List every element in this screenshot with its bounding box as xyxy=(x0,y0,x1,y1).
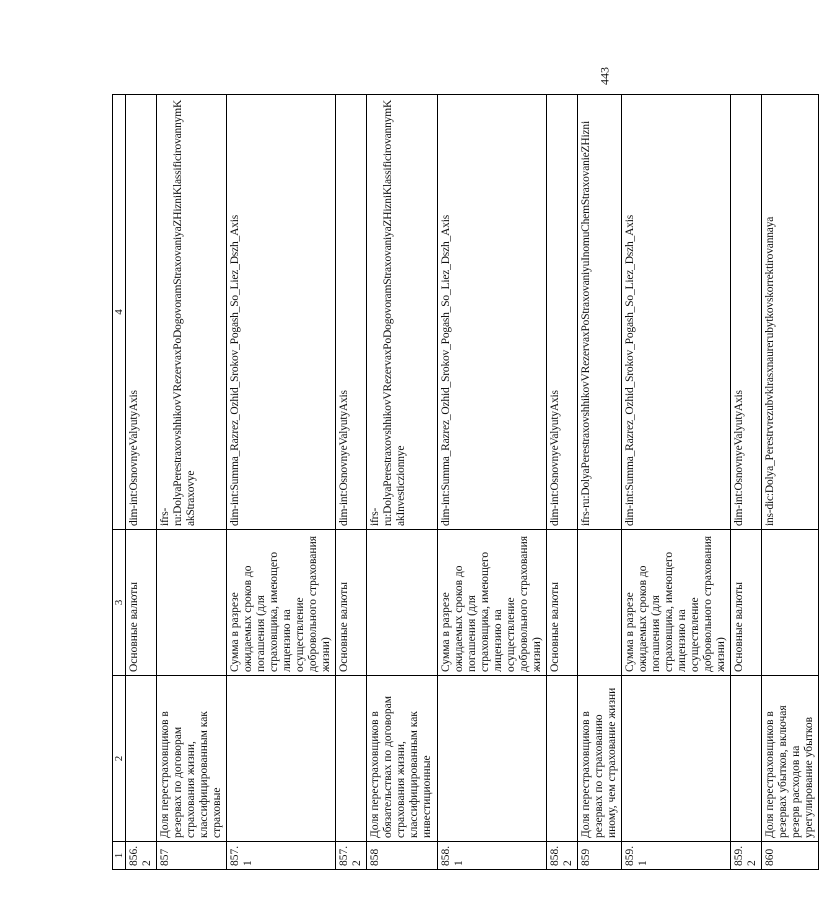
row-name: Доля перестраховщиков в резервах по договорам страхования жизни, классифицированным как страховые xyxy=(157,676,227,842)
row-code: dim-int:OsnovnyeValyutyAxis xyxy=(547,95,578,530)
header-row xyxy=(113,95,126,870)
row-code: dim-int:OsnovnyeValyutyAxis xyxy=(126,95,157,530)
row-code: ifrs-ru:DolyaPerestraxovshhikovVRezervaxPoDogovoramStraxovaniyaZHizniKlassificirovannymKakStraxovye xyxy=(157,95,227,530)
row-code: ifrs-ru:DolyaPerestraxovshhikovVRezervaxPoDogovoramStraxovaniyaZHizniKlassificirovannymKakInvesticzionnye xyxy=(367,95,438,530)
row-name xyxy=(622,676,731,842)
table-row xyxy=(157,95,227,870)
row-name xyxy=(547,676,578,842)
row-number: 858.2 xyxy=(547,842,578,870)
table-row xyxy=(578,95,622,870)
row-description: Сумма в разрезе ожидаемых сроков до погашения (для страховщика, имеющего лицензию на осуществление добровольного страхования жизни) xyxy=(622,530,731,676)
row-description: Сумма в разрезе ожидаемых сроков до погашения (для страховщика, имеющего лицензию на осуществление добровольного страхования жизни) xyxy=(438,530,547,676)
row-number: 859 xyxy=(578,842,622,870)
table-container xyxy=(112,95,815,870)
row-description: Основные валюты xyxy=(126,530,157,676)
row-description xyxy=(157,530,227,676)
row-number: 857.1 xyxy=(227,842,336,870)
row-name xyxy=(227,676,336,842)
row-description: Основные валюты xyxy=(547,530,578,676)
row-name xyxy=(336,676,367,842)
row-code: dim-int:OsnovnyeValyutyAxis xyxy=(336,95,367,530)
data-table xyxy=(112,94,819,870)
page-number xyxy=(590,56,620,96)
row-description: Основные валюты xyxy=(336,530,367,676)
row-description: Основные валюты xyxy=(730,530,761,676)
table-row xyxy=(438,95,547,870)
row-name xyxy=(126,676,157,842)
row-code: ins-dic:Dolya_Perestrvrezubvklrasxnaurегubytkovskorrektirovannaya xyxy=(761,95,818,530)
row-code: dim-int:Summa_Razrez_Ozhid_Srokov_Pogash_So_Liez_Dszh_Axis xyxy=(622,95,731,530)
table-row xyxy=(336,95,367,870)
row-name: Доля перестраховщиков в резервах убытков, включая резерв расходов на урегулирование убытков xyxy=(761,676,818,842)
header-col-1: 1 xyxy=(113,842,126,870)
row-code: ifrs-ru:DolyaPerestraxovshhikovVRezervaxPoStraxovaniyuInomuChemStraxovanieZHizni xyxy=(578,95,622,530)
row-number: 857 xyxy=(157,842,227,870)
row-name xyxy=(730,676,761,842)
table-row xyxy=(547,95,578,870)
page-number-text: 443 xyxy=(597,67,612,85)
header-col-4: 4 xyxy=(113,95,126,530)
header-col-2: 2 xyxy=(113,676,126,842)
table-row xyxy=(227,95,336,870)
row-name: Доля перестраховщиков в обязательствах по договорам страхования жизни, классифицированным как инвестиционные xyxy=(367,676,438,842)
table-row xyxy=(622,95,731,870)
row-description xyxy=(367,530,438,676)
row-description: Сумма в разрезе ожидаемых сроков до погашения (для страховщика, имеющего лицензию на осуществление добровольного страхования жизни) xyxy=(227,530,336,676)
row-number: 856.2 xyxy=(126,842,157,870)
row-code: dim-int:Summa_Razrez_Ozhid_Srokov_Pogash_So_Liez_Dszh_Axis xyxy=(227,95,336,530)
row-number: 857.2 xyxy=(336,842,367,870)
row-number: 858 xyxy=(367,842,438,870)
row-description xyxy=(578,530,622,676)
table-row xyxy=(730,95,761,870)
table-row xyxy=(761,95,818,870)
row-name xyxy=(438,676,547,842)
row-code: dim-int:OsnovnyeValyutyAxis xyxy=(730,95,761,530)
row-number: 860 xyxy=(761,842,818,870)
row-description xyxy=(761,530,818,676)
row-number: 858.1 xyxy=(438,842,547,870)
header-col-3: 3 xyxy=(113,530,126,676)
table-row xyxy=(367,95,438,870)
row-number: 859.1 xyxy=(622,842,731,870)
row-code: dim-int:Summa_Razrez_Ozhid_Srokov_Pogash_So_Liez_Dszh_Axis xyxy=(438,95,547,530)
row-number: 859.2 xyxy=(730,842,761,870)
table-row xyxy=(126,95,157,870)
row-name: Доля перестраховщиков в резервах по страхованию иному, чем страхование жизни xyxy=(578,676,622,842)
